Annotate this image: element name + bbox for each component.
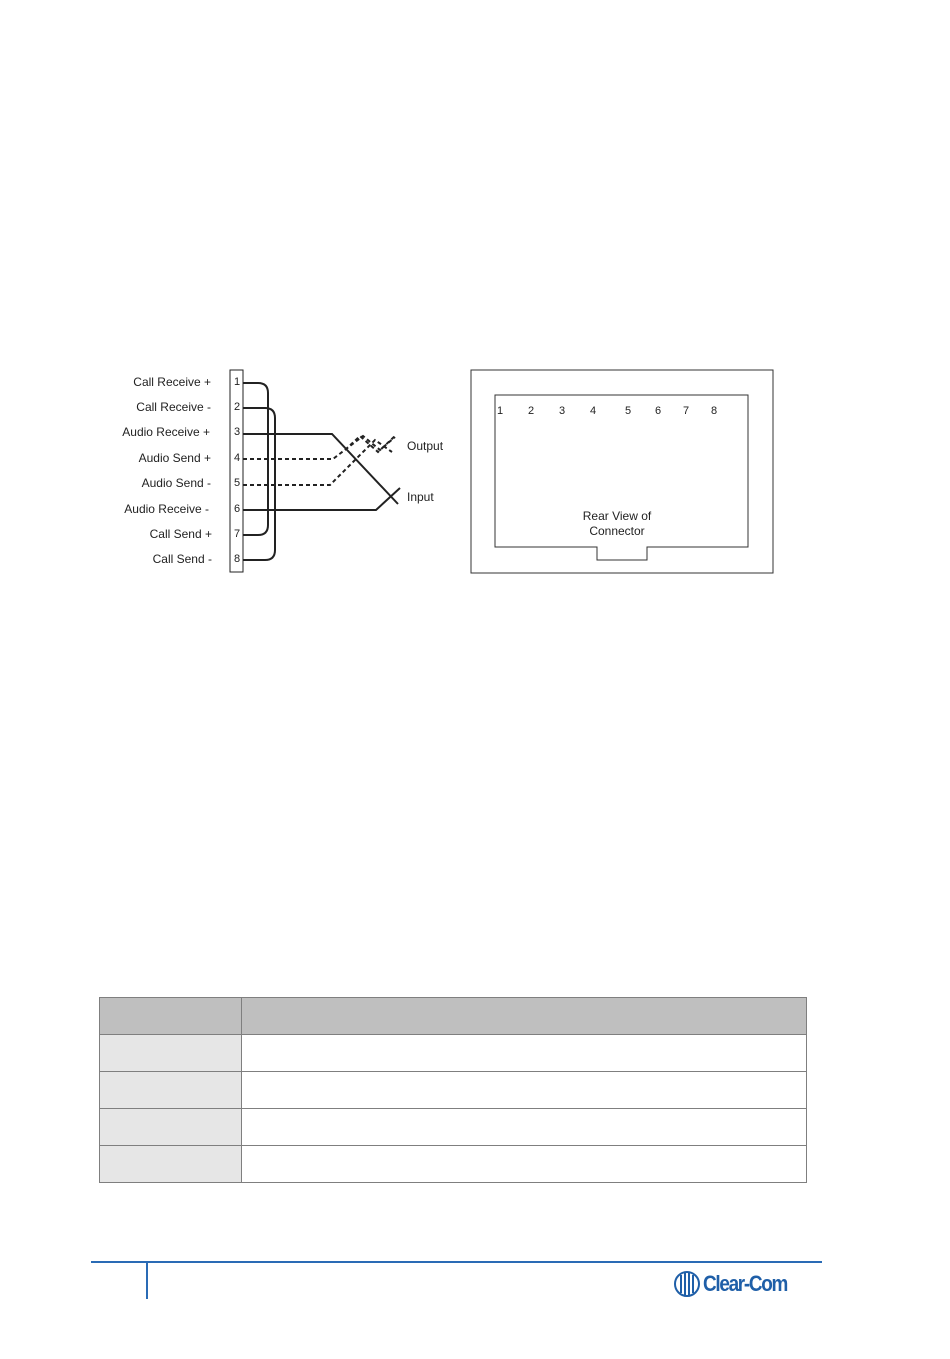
pin-number-1: 1	[234, 376, 241, 388]
rear-view-caption	[557, 509, 677, 539]
pin-number-7: 7	[234, 528, 241, 540]
footer-tick	[146, 1263, 148, 1299]
pin-label-6: Audio Receive -	[124, 502, 209, 516]
table-cell	[100, 1146, 242, 1183]
table-row	[100, 1035, 807, 1072]
pin-label-8: Call Send -	[152, 552, 212, 566]
clear-com-logo-icon	[672, 1269, 702, 1299]
rear-pin-4: 4	[590, 405, 597, 417]
pin-number-6: 6	[234, 503, 241, 515]
clear-com-logo	[672, 1268, 802, 1300]
pin-number-5: 5	[234, 477, 241, 489]
rear-view-caption-line2: Connector	[589, 524, 645, 538]
rear-view-caption-line1: Rear View of	[582, 509, 652, 523]
rear-view-outline	[0, 0, 950, 620]
table-cell	[100, 1072, 242, 1109]
table-cell	[242, 1109, 807, 1146]
rear-pin-2: 2	[528, 405, 535, 417]
output-label: Output	[407, 439, 444, 453]
pin-table	[99, 997, 807, 1183]
table-header-cell-2	[242, 998, 807, 1035]
table-row	[100, 1072, 807, 1109]
pin-number-8: 8	[234, 553, 241, 565]
table-cell	[242, 1072, 807, 1109]
pin-label-4: Audio Send +	[138, 451, 211, 465]
rear-pin-1: 1	[497, 405, 504, 417]
rear-pin-6: 6	[655, 405, 662, 417]
footer-rule	[91, 1261, 822, 1263]
input-label: Input	[407, 490, 434, 504]
table-row	[100, 1146, 807, 1183]
clear-com-logo-text: Clear-Com	[703, 1271, 788, 1296]
rear-pin-7: 7	[683, 405, 690, 417]
table-header-cell-1	[100, 998, 242, 1035]
pin-label-3: Audio Receive +	[122, 425, 210, 439]
rear-pin-3: 3	[559, 405, 566, 417]
pin-number-2: 2	[234, 401, 241, 413]
table-header-row	[100, 998, 807, 1035]
rear-pin-5: 5	[625, 405, 632, 417]
table-cell	[242, 1146, 807, 1183]
pin-number-4: 4	[234, 452, 241, 464]
pin-label-1: Call Receive +	[133, 375, 211, 389]
rear-pin-8: 8	[711, 405, 718, 417]
pin-label-5: Audio Send -	[141, 476, 211, 490]
table-row	[100, 1109, 807, 1146]
pin-number-3: 3	[234, 426, 241, 438]
table-cell	[100, 1035, 242, 1072]
rear-view-frame	[471, 370, 773, 573]
table-cell	[242, 1035, 807, 1072]
pin-label-7: Call Send +	[149, 527, 212, 541]
table-cell	[100, 1109, 242, 1146]
pin-label-2: Call Receive -	[136, 400, 211, 414]
